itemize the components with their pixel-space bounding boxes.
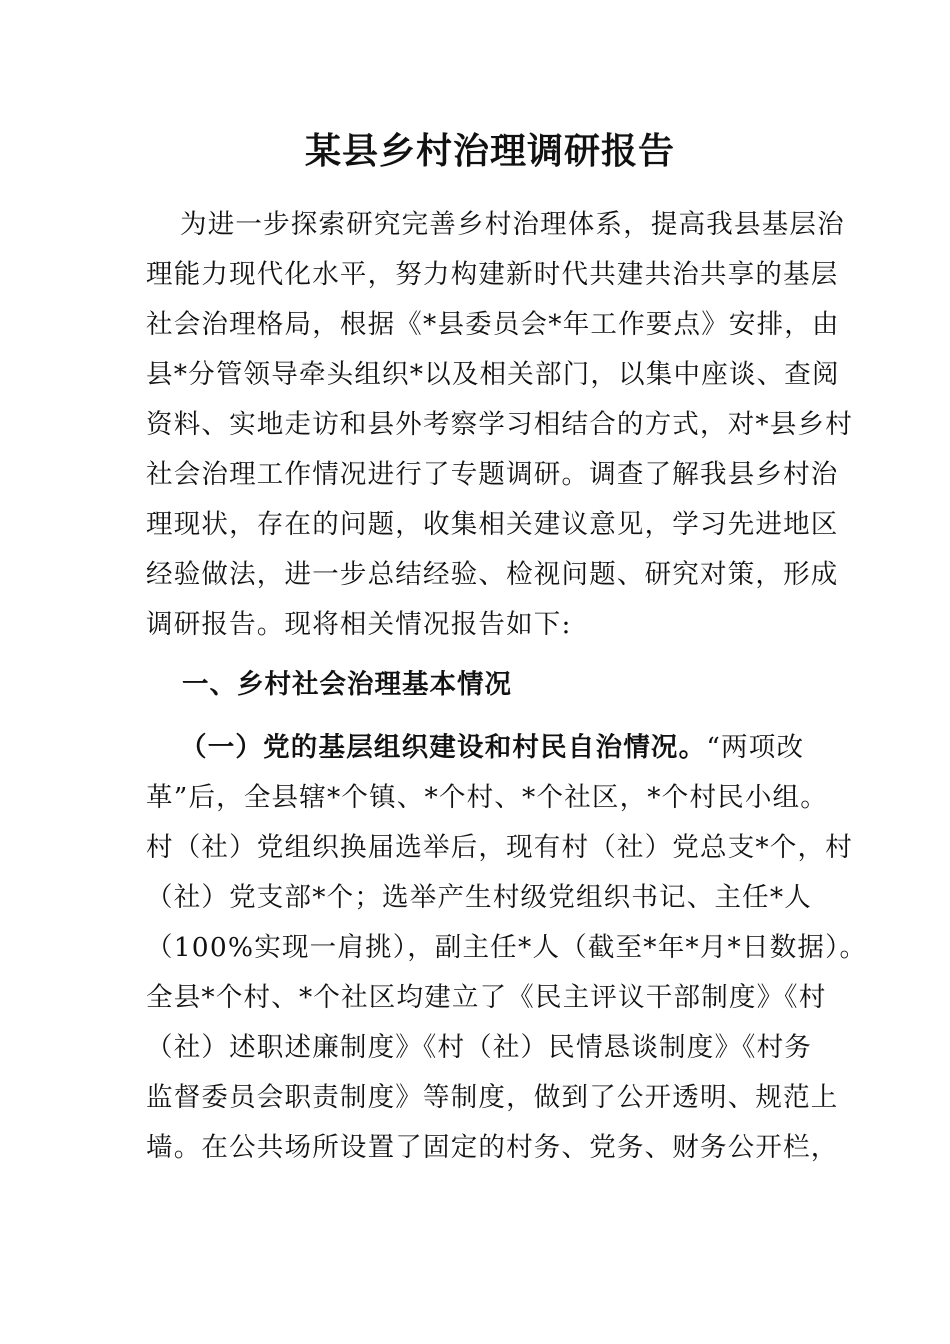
intro-line-9: 调研报告。现将相关情况报告如下: (146, 609, 572, 640)
section-1-heading: 一、乡村社会治理基本情况 (182, 669, 512, 700)
intro-line-5: 资料、实地走访和县外考察学习相结合的方式，对*县乡村 (146, 409, 853, 440)
intro-line-8: 经验做法，进一步总结经验、检视问题、研究对策，形成 (146, 559, 839, 590)
intro-line-4: 县*分管领导牵头组织*以及相关部门，以集中座谈、查阅 (146, 359, 840, 390)
subsection-1-line-6: 全县*个村、*个社区均建立了《民主评议干部制度》《村 (146, 982, 827, 1013)
subsection-1-line-5: （100%实现一肩挑），副主任*人（截至*年*月*日数据）。 (146, 932, 868, 963)
subsection-1-line-8: 监督委员会职责制度》等制度，做到了公开透明、规范上 (146, 1082, 839, 1113)
subsection-1-heading: （一）党的基层组织建设和村民自治情况。 (180, 732, 707, 763)
subsection-1-text-start: “两项改 (706, 732, 805, 763)
subsection-1-line-4: （社）党支部*个；选举产生村级党组织书记、主任*人 (146, 882, 812, 913)
intro-line-3: 社会治理格局，根据《*县委员会*年工作要点》安排，由 (146, 309, 840, 340)
subsection-1-line-3: 村（社）党组织换届选举后，现有村（社）党总支*个，村 (146, 832, 853, 863)
intro-line-2: 理能力现代化水平，努力构建新时代共建共治共享的基层 (146, 259, 839, 290)
subsection-1-line-2: 革”后，全县辖*个镇、*个村、*个社区，*个村民小组。 (146, 782, 828, 813)
subsection-1-line-7: （社）述职述廉制度》《村（社）民情恳谈制度》《村务 (146, 1032, 812, 1063)
intro-line-7: 理现状，存在的问题，收集相关建议意见，学习先进地区 (146, 509, 839, 540)
intro-line-6: 社会治理工作情况进行了专题调研。调查了解我县乡村治 (146, 459, 839, 490)
intro-line-1: 为进一步探索研究完善乡村治理体系，提高我县基层治 (180, 209, 845, 240)
subsection-1-line-9: 墙。在公共场所设置了固定的村务、党务、财务公开栏， (146, 1132, 839, 1163)
document-title: 某县乡村治理调研报告 (304, 130, 675, 172)
subsection-1-first-line (146, 731, 806, 765)
